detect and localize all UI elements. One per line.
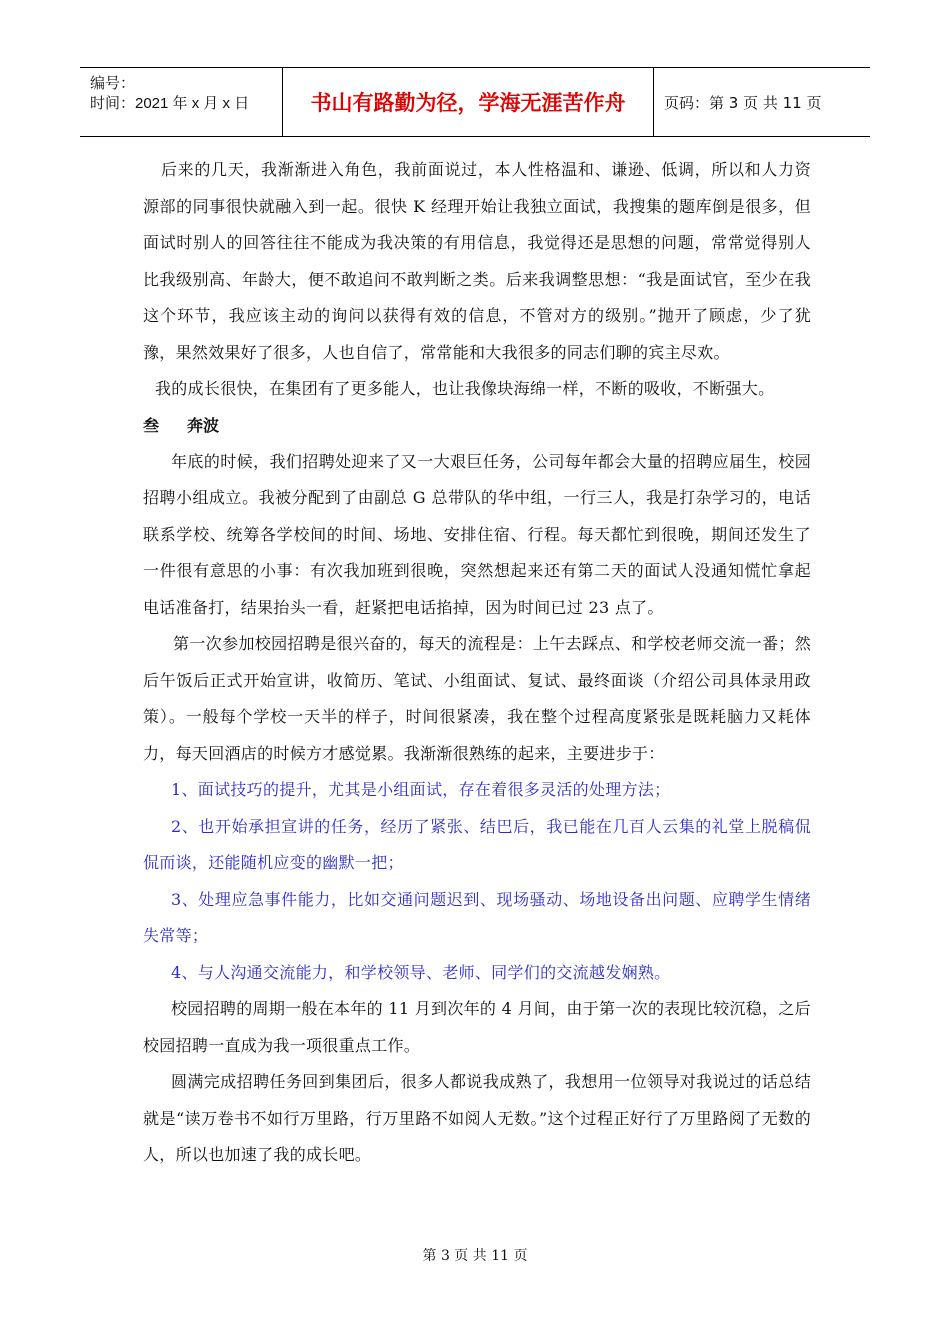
page-footer: 第 3 页 共 11 页 (422, 1248, 528, 1264)
header-page-info: 页码：第 3 页 共 11 页 (664, 93, 822, 112)
paragraph-2: 我的成长很快，在集团有了更多能人，也让我像块海绵一样，不断的吸收，不断强大。 (155, 379, 775, 398)
list-item-3: 3、处理应急事件能力，比如交通问题迟到、现场骚动、场地设备出问题、应聘学生情绪失常等； (143, 889, 811, 945)
paragraph-1: 后来的几天，我渐渐进入角色，我前面说过，本人性格温和、谦逊、低调，所以和人力资源部的同事很快就融入到一起。很快 K 经理开始让我独立面试，我搜集的题库倒是很多，但面试时别人的回答往往不能成为我决策的有用信息，我觉得还是思想的问题，常常觉得别人比我级别高、年龄大，便不敢追问不敢判断之类。后来我调整思想：“我是面试官，至少在我这个环节，我应该主动的询问以获得有效的信息，不管对方的级别。”抛开了顾虑，少了犹豫，果然效果好了很多，人也自信了，常常能和大我很多的同志们聊的宾主尽欢。 (143, 160, 811, 362)
paragraph-4: 第一次参加校园招聘是很兴奋的，每天的流程是：上午去踩点、和学校老师交流一番；然后午饭后正式开始宣讲，收简历、笔试、小组面试、复试、最终面谈（介绍公司具体录用政策）。一般每个学校一天半的样子，时间很紧凑，我在整个过程高度紧张是既耗脑力又耗体力，每天回酒店的时候方才感觉累。我渐渐很熟练的起来，主要进步于： (143, 634, 811, 763)
header-time-label: 时间：2021 年 x 月 x 日 (90, 95, 250, 112)
list-item-4: 4、与人沟通交流能力，和学校领导、老师、同学们的交流越发娴熟。 (171, 962, 671, 982)
header-motto: 书山有路勤为径，学海无涯苦作舟 (310, 91, 626, 115)
section-heading (143, 408, 811, 444)
header-motto-cell (283, 68, 654, 136)
list-item-2: 2、也开始承担宣讲的任务，经历了紧张、结巴后，我已能在几百人云集的礼堂上脱稿侃侃而谈，还能随机应变的幽默一把； (143, 816, 811, 872)
paragraph-5: 校园招聘的周期一般在本年的 11 月到次年的 4 月间，由于第一次的表现比较沉稳，之后校园招聘一直成为我一项很重点工作。 (143, 999, 811, 1055)
document-body (143, 152, 811, 1174)
page-header (80, 67, 870, 137)
paragraph-3: 年底的时候，我们招聘处迎来了又一大艰巨任务，公司每年都会大量的招聘应届生，校园招聘小组成立。我被分配到了由副总 G 总带队的华中组，一行三人，我是打杂学习的，电话联系学校、统筹各学校间的时间、场地、安排住宿、行程。每天都忙到很晚，期间还发生了一件很有意思的小事：有次我加班到很晚，突然想起来还有第二天的面试人没通知慌忙拿起电话准备打，结果抬头一看，赶紧把电话掐掉，因为时间已过 23 点了。 (143, 451, 811, 617)
header-meta (80, 68, 283, 136)
list-item-1: 1、面试技巧的提升，尤其是小组面试，存在着很多灵活的处理方法； (171, 780, 671, 799)
section-heading-number: 叁 (143, 415, 160, 435)
paragraph-6: 圆满完成招聘任务回到集团后，很多人都说我成熟了，我想用一位领导对我说过的话总结就是“读万卷书不如行万里路，行万里路不如阅人无数。”这个过程正好行了万里路阅了无数的人，所以也加速了我的成长吧。 (143, 1072, 811, 1164)
section-heading-title: 奔波 (187, 415, 220, 435)
header-number-label: 编号： (90, 75, 136, 92)
